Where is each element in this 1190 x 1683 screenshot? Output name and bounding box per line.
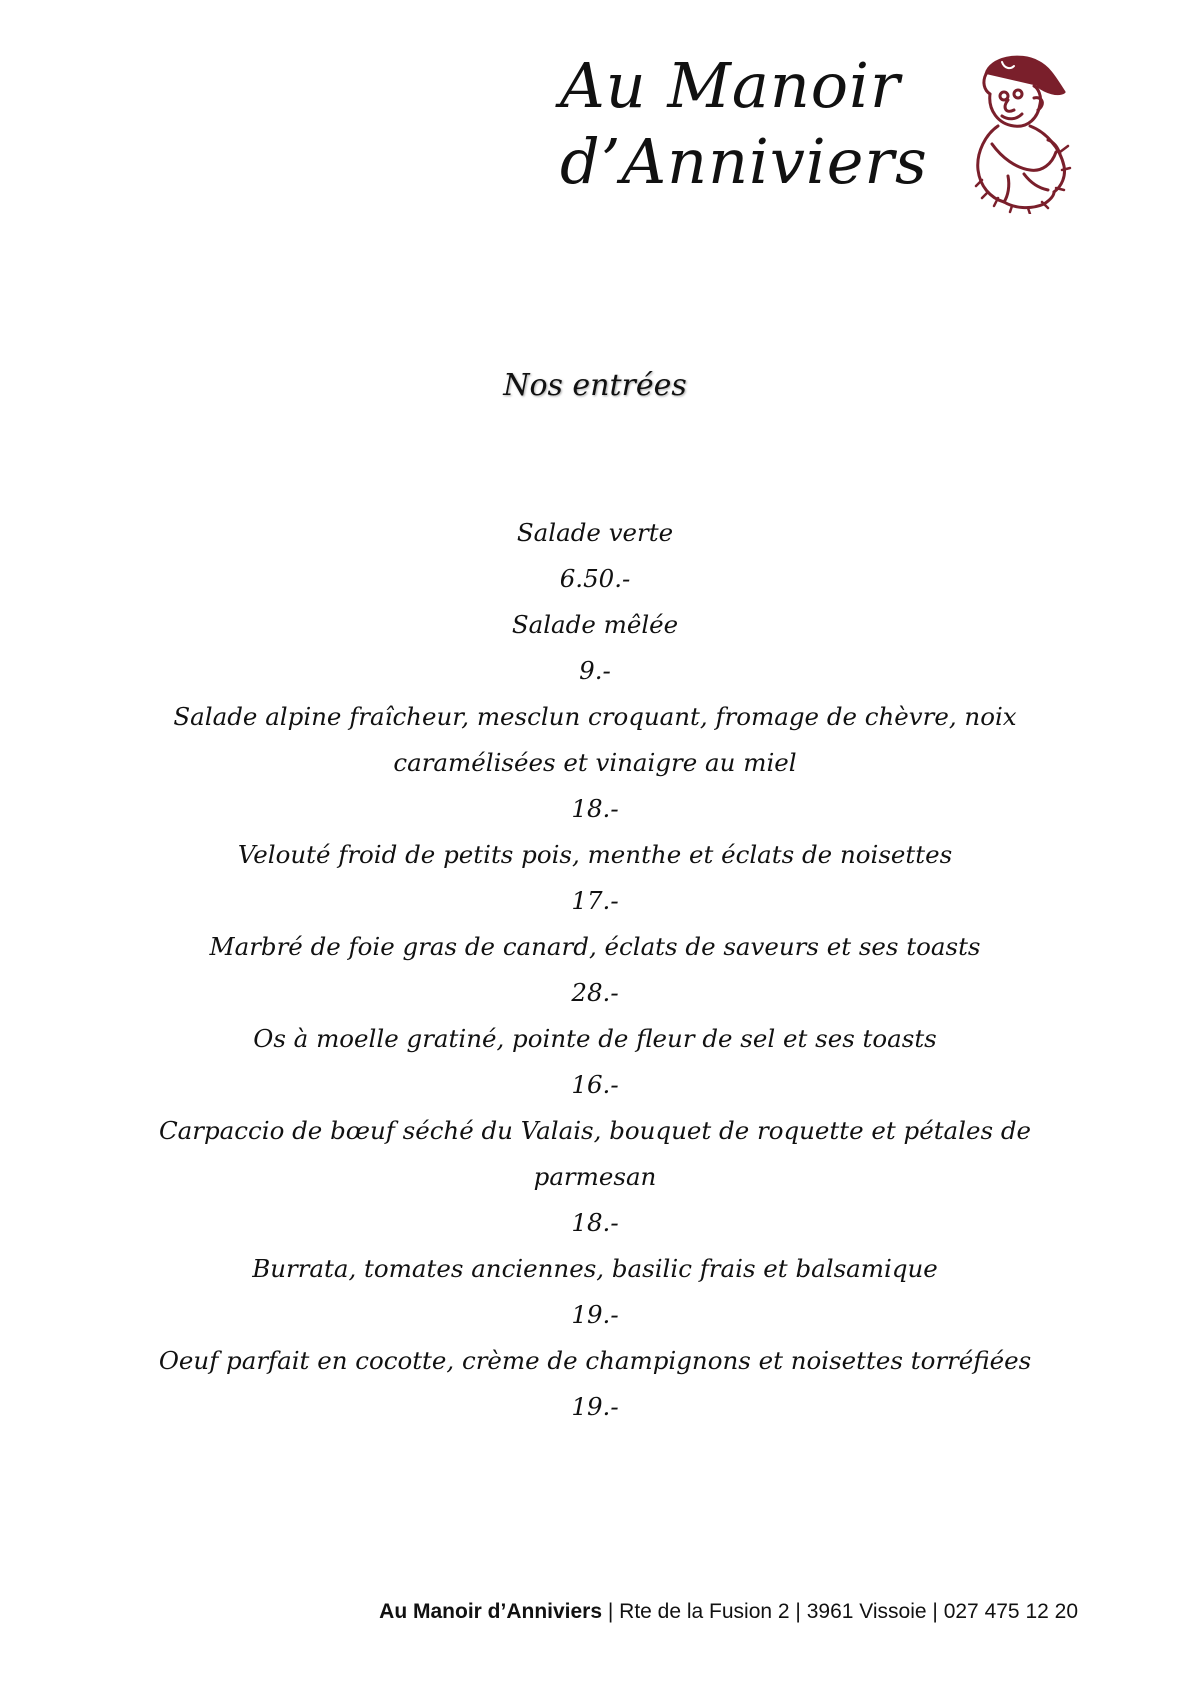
menu-item <box>110 1338 1080 1430</box>
menu-item-name: Salade verte <box>516 518 674 547</box>
menu-item <box>110 1016 1080 1108</box>
menu-item-price: 6.50.- <box>559 564 631 593</box>
menu-item-price: 19.- <box>571 1392 619 1421</box>
menu-list <box>110 510 1080 1430</box>
menu-item-name: Burrata, tomates anciennes, basilic frais et balsamique <box>252 1254 938 1283</box>
brand-line-2: d’Anniviers <box>560 125 928 198</box>
menu-item <box>110 1246 1080 1338</box>
footer-restaurant-name: Au Manoir d’Anniviers <box>379 1600 603 1623</box>
menu-item-name: Os à moelle gratiné, pointe de fleur de sel et ses toasts <box>253 1024 937 1053</box>
section-title: Nos entrées <box>503 368 687 403</box>
restaurant-brand <box>560 48 928 200</box>
menu-item-name: Oeuf parfait en cocotte, crème de champignons et noisettes torréfiées <box>158 1346 1032 1375</box>
menu-item <box>110 694 1080 832</box>
footer-contact <box>379 1600 1078 1624</box>
menu-item <box>110 510 1080 602</box>
menu-item <box>110 602 1080 694</box>
menu-item <box>110 924 1080 1016</box>
menu-item-name: Velouté froid de petits pois, menthe et éclats de noisettes <box>237 840 953 869</box>
menu-item-price: 18.- <box>571 1208 619 1237</box>
menu-item <box>110 1108 1080 1246</box>
menu-item-price: 19.- <box>571 1300 619 1329</box>
menu-item-name: Salade alpine fraîcheur, mesclun croquant, fromage de chèvre, noix caramélisées et vinaigre au miel <box>173 702 1017 777</box>
footer-address-phone: | Rte de la Fusion 2 | 3961 Vissoie | 027 475 12 20 <box>602 1600 1078 1623</box>
menu-item-price: 28.- <box>571 978 619 1007</box>
menu-item-price: 17.- <box>571 886 619 915</box>
brand-line-1: Au Manoir <box>560 49 901 122</box>
menu-item-name: Salade mêlée <box>511 610 679 639</box>
menu-item-price: 18.- <box>571 794 619 823</box>
menu-item-name: Marbré de foie gras de canard, éclats de saveurs et ses toasts <box>209 932 981 961</box>
menu-item-name: Carpaccio de bœuf séché du Valais, bouquet de roquette et pétales de parmesan <box>158 1116 1032 1191</box>
mascot-illustration-icon <box>968 52 1080 214</box>
menu-item <box>110 832 1080 924</box>
menu-item-price: 16.- <box>571 1070 619 1099</box>
menu-item-price: 9.- <box>579 656 611 685</box>
